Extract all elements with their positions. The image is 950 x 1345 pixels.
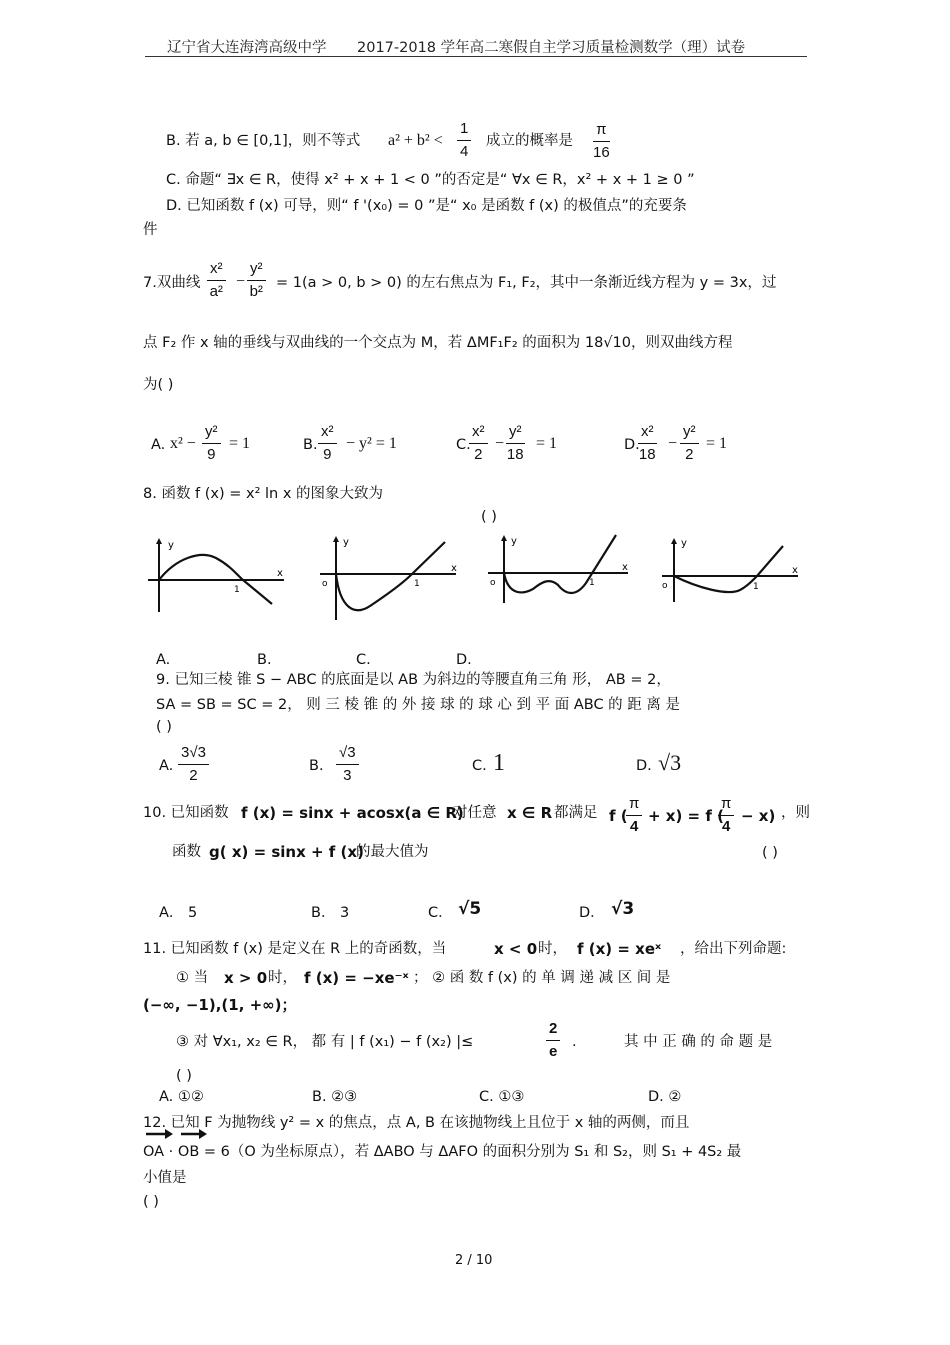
q10-f-right: − x) [741,807,776,825]
q11-option-b: B. ②③ [312,1089,358,1105]
q11-line1-d: f (x) = xeˣ [577,940,662,958]
q10-gx: g( x) = sinx + f (x) [209,843,364,861]
q7-option-c-minus: − [495,435,505,452]
q7-option-d-minus: − [668,435,678,452]
q11-line4-b: . [572,1034,577,1050]
curve [504,535,616,593]
q7-option-b-post: − y² = 1 [346,435,397,452]
q10-line2-end: 的最大值为 [356,844,429,860]
q6-option-c: C. 命题“ ∃x ∈ R，使得 x² + x + 1 < 0 ”的否定是“ ∀x ∈ R，x² + x + 1 ≥ 0 ” [166,172,695,188]
q12-vector-arrows [143,1128,213,1140]
q11-line2-d: f (x) = −xe⁻ˣ [304,969,409,987]
q11-option-c: C. ①③ [479,1089,525,1105]
q9-line3: ( ) [156,719,172,735]
q9-option-b-label: B. [309,758,324,774]
q12-line4: ( ) [143,1194,159,1210]
q8-graph-b [310,534,460,624]
q7-option-b-fraction: $\frac{\text{x²}}{9}$ [318,423,337,464]
q8-stem: 8. 函数 f (x) = x² ln x 的图象大致为 [143,486,384,502]
vector-arrowhead-oa [165,1129,173,1139]
q10-option-c: C． [428,905,453,921]
origin-label: o [662,581,668,591]
origin-label: o [490,578,496,588]
q7-option-c-fraction1: $\frac{\text{x²}}{2}$ [469,423,488,464]
curve [674,546,783,592]
one-label: 1 [753,582,759,592]
q6-option-b-text2: 成立的概率是 [486,133,573,149]
q12-line1: 12. 已知 F 为抛物线 y² = x 的焦点，点 A, B 在该抛物线上且位于 x 轴的两侧，而且 [143,1115,690,1131]
curve [336,542,445,610]
q8-option-c: C. [356,652,371,668]
q6-option-d: D. 已知函数 f (x) 可导，则“ f '(x₀) = 0 ”是“ x₀ 是函数 f (x) 的极值点”的充要条 [166,198,687,214]
q10-paren: ( ) [762,845,778,861]
q10-option-a: A． 5 [159,905,198,921]
q10-option-d-value: √3 [611,899,635,919]
q7-option-a-label: A. [151,437,166,453]
q7-option-a-fraction: $\frac{\text{y²}}{9}$ [202,423,221,464]
q10-pi-fraction-2: $\frac{\pi}{4}$ [718,795,734,836]
q9-option-c-label: C. [472,758,487,774]
q7-option-c-fraction2: $\frac{\text{y²}}{18}$ [506,423,524,463]
q8-option-a: A. [156,652,171,668]
q6-option-b-fraction: $\frac{1}{4}$ [457,120,471,161]
q11-line2-a: ① 当 [176,970,209,986]
q8-option-d: D. [456,652,472,668]
q11-line2-b: x > 0 [224,969,268,987]
x-label: x [451,563,457,574]
q10-f-left: f ( [609,807,628,825]
q7-minus: − [236,273,246,290]
q7-line3: 为( ) [143,377,174,393]
q7-option-c-label: C. [456,437,471,453]
q7-option-a-pre: x² − [170,435,196,452]
one-label: 1 [234,585,240,595]
q11-line3: (−∞, −1),(1, +∞)； [143,996,297,1014]
q8-option-b: B. [257,652,272,668]
y-label: y [343,537,349,548]
q9-option-d-label: D. [636,758,652,774]
vector-arrowhead-ob [199,1129,207,1139]
q10-lead: 10. 已知函数 [143,805,229,821]
q8-graph-a [146,536,286,616]
q12-line3: 小值是 [143,1170,187,1186]
header-title: 2017-2018 学年高二寒假自主学习质量检测数学（理）试卷 [357,40,746,56]
q10-mid2: 都满足 [554,805,598,821]
q10-option-c-value: √5 [458,899,482,919]
x-label: x [792,565,798,576]
q11-line1-e: ，给出下列命题: [680,941,787,957]
q11-line2-c: 时， [268,970,297,986]
q10-end: ，则 [781,805,810,821]
q6-option-b-ineq: a² + b² < [388,132,443,149]
origin-label: o [322,579,328,589]
q7-option-d-fraction1: $\frac{\text{x²}}{18}$ [638,423,656,463]
q9-option-c-value: 1 [493,750,505,776]
q10-option-d: D． [579,905,605,921]
q8-graph-c [488,533,633,613]
x-label: x [277,568,283,579]
q8-paren: ( ) [481,509,497,525]
q11-option-a: A. ①② [159,1089,204,1105]
q8-graph-d [658,536,803,606]
q10-line2-lead: 函数 [172,844,201,860]
q11-line4-c: 其 中 正 确 的 命 题 是 [624,1034,773,1050]
q7-option-a-post: = 1 [229,435,251,452]
q11-line1-a: 11. 已知函数 f (x) 是定义在 R 上的奇函数，当 [143,941,447,957]
q11-option-d: D. ② [648,1089,682,1105]
one-label: 1 [414,579,420,589]
q10-xr: x ∈ R [507,804,553,822]
q7-lead: 7.双曲线 [143,275,201,291]
q9-line1: 9. 已知三棱 锥 S − ABC 的底面是以 AB 为斜边的等腰直角三角 形， AB = 2， [156,672,671,688]
q10-pi-fraction-1: $\frac{\pi}{4}$ [626,795,642,836]
y-label: y [168,540,174,551]
q11-line4-a: ③ 对 ∀x₁, x₂ ∈ R， 都 有 | f (x₁) − f (x₂) |≤ [176,1034,474,1050]
q11-line2-e: ； ② 函 数 f (x) 的 单 调 递 减 区 间 是 [413,970,671,986]
q7-option-d-post: = 1 [706,435,728,452]
y-arrow [671,538,677,544]
q9-line2: SA = SB = SC = 2， 则 三 棱 锥 的 外 接 球 的 球 心 到 平 面 ABC 的 距 离 是 [156,697,681,713]
y-arrow [156,538,162,544]
q11-line1-c: 时， [538,941,567,957]
q6-option-b-answer: $\frac{\pi}{16}$ [593,121,610,161]
q11-line5: ( ) [176,1068,192,1084]
q7-option-c-post: = 1 [536,435,558,452]
page-header [145,30,807,57]
q11-line1-b: x < 0 [494,940,538,958]
q7-option-d-fraction2: $\frac{\text{y²}}{2}$ [680,423,699,464]
y-arrow [333,536,339,542]
q7-option-d-label: D. [624,437,640,453]
q10-fx: f (x) = sinx + acosx(a ∈ R) [241,804,464,822]
y-label: y [681,538,687,549]
y-label: y [511,536,517,547]
q7-condition: = 1(a > 0, b > 0) 的左右焦点为 F₁, F₂，其中一条渐近线方程为 y = 3x，过 [276,275,777,291]
header-school: 辽宁省大连海湾高级中学 [167,40,327,56]
q9-option-a-fraction: $\frac{3√3}{2}$ [178,744,209,785]
q7-fraction-y: $\frac{\text{y²}}{\text{b²}}$ [247,260,266,301]
q10-option-b: B． 3 [311,905,350,921]
q7-fraction-x: $\frac{\text{x²}}{\text{a²}}$ [207,260,226,301]
q7-line2: 点 F₂ 作 x 轴的垂线与双曲线的一个交点为 M，若 ΔMF₁F₂ 的面积为 18√10，则双曲线方程 [143,335,733,351]
q10-f-mid: + x) = f ( [648,807,724,825]
q10-mid: 对任意 [453,805,497,821]
q7-option-b-label: B. [303,437,318,453]
q6-option-b-text: B. 若 a, b ∈ [0,1]，则不等式 [166,133,361,149]
y-arrow [501,535,507,541]
one-label: 1 [589,578,595,588]
page-number: 2 / 10 [455,1253,493,1268]
q11-line4-fraction: $\frac{2}{e}$ [546,1020,560,1061]
q9-option-b-fraction: $\frac{√3}{3}$ [336,744,359,785]
q12-line2: OA · OB = 6（O 为坐标原点），若 ΔABO 与 ΔAFO 的面积分别为 S₁ 和 S₂，则 S₁ + 4S₂ 最 [143,1144,742,1160]
q9-option-d-value: √3 [658,750,682,775]
q6-option-d-cont: 件 [143,222,158,238]
q9-option-a-label: A. [159,758,174,774]
x-label: x [622,562,628,573]
